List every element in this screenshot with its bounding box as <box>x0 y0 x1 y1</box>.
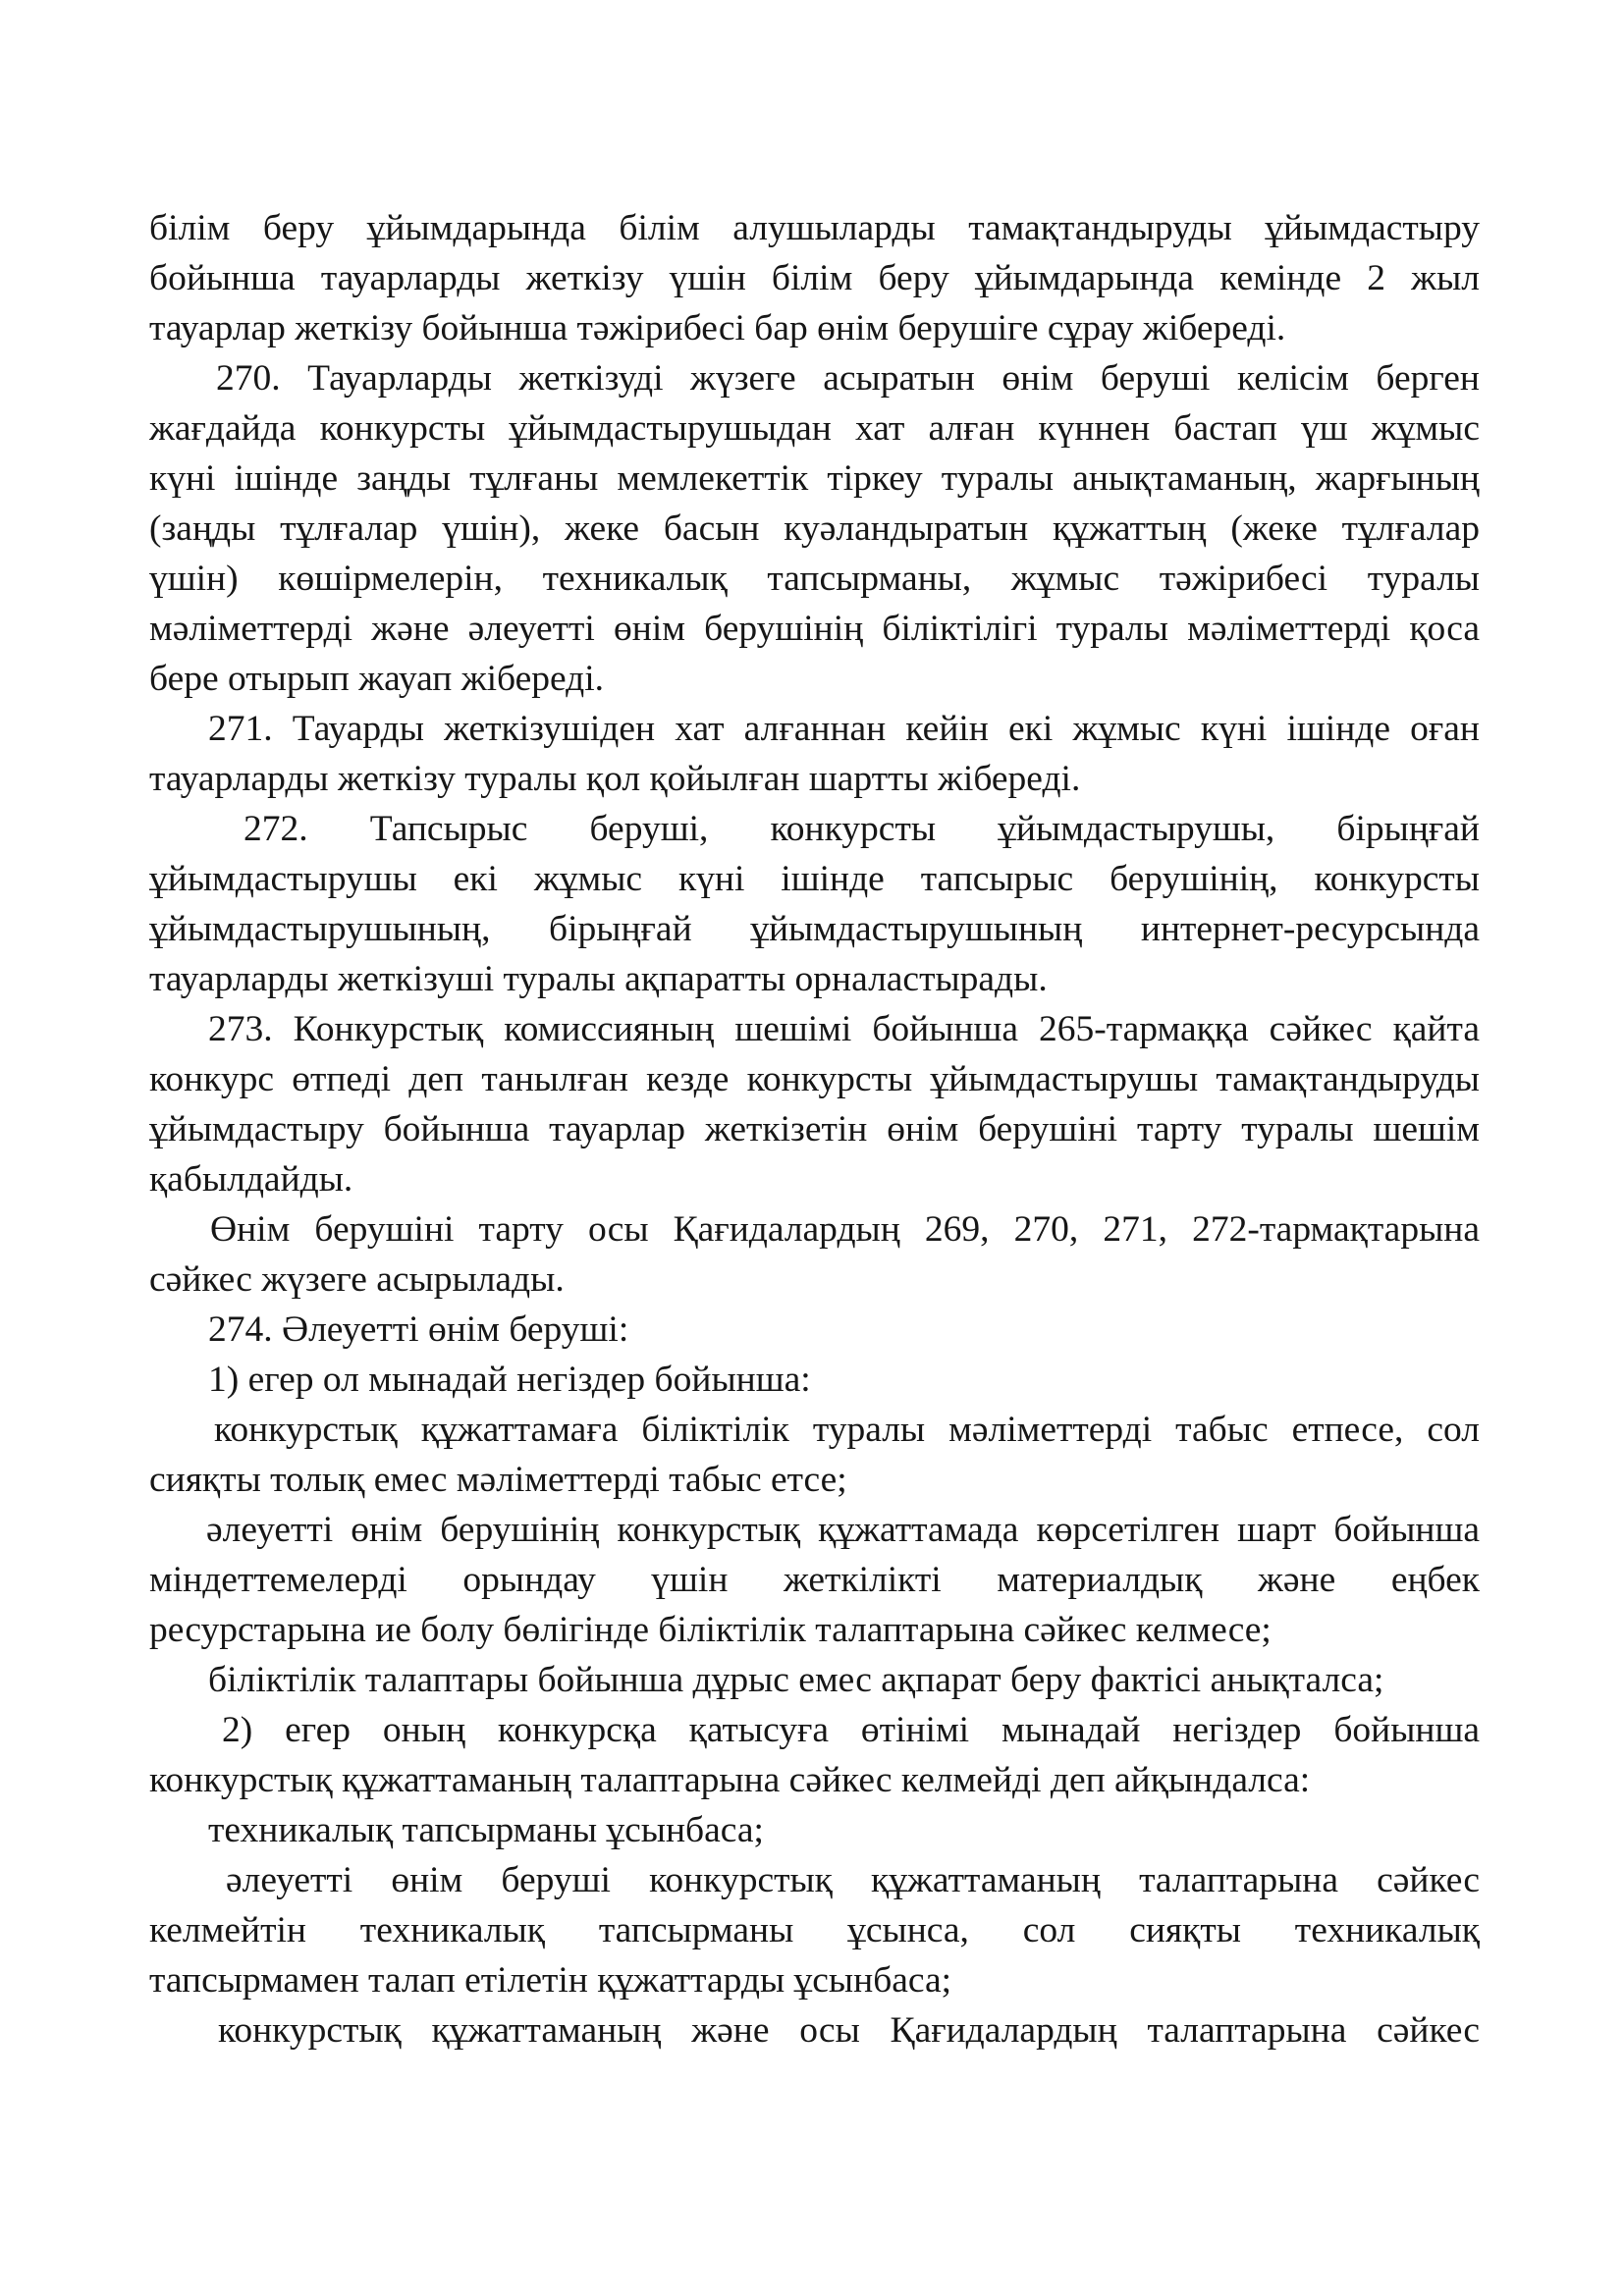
text-line: тауарларды жеткізуші туралы ақпаратты орналастырады. <box>149 959 1048 999</box>
text-line: тауарлар жеткізу бойынша тәжірибесі бар өнім берушіге сұрау жібереді. <box>149 308 1286 348</box>
text-line: конкурс өтпеді деп танылған кезде конкурсты ұйымдастырушы тамақтандыруды <box>149 1059 1480 1099</box>
text-line: міндеттемелерді орындау үшін жеткілікті материалдық және еңбек <box>149 1560 1480 1600</box>
text-line: конкурстық құжаттаманың талаптарына сәйкес келмейді деп айқындалса: <box>149 1760 1311 1800</box>
text-line: жағдайда конкурсты ұйымдастырушыдан хат алған күннен бастап үш жұмыс <box>149 408 1480 449</box>
text-line: техникалық тапсырманы ұсынбаса; <box>208 1810 764 1850</box>
text-line: 270. Тауарларды жеткізуді жүзеге асыратын өнім беруші келісім берген <box>216 358 1480 399</box>
text-line: қабылдайды. <box>149 1159 353 1200</box>
text-line: әлеуетті өнім беруші конкурстық құжаттаманың талаптарына сәйкес <box>226 1860 1480 1900</box>
text-line: 1) егер ол мынадай негіздер бойынша: <box>208 1360 811 1400</box>
text-line: мәліметтерді және әлеуетті өнім берушінің біліктілігі туралы мәліметтерді қоса <box>149 609 1480 649</box>
text-line: 271. Тауарды жеткізушіден хат алғаннан кейін екі жұмыс күні ішінде оған <box>208 709 1480 749</box>
text-line: ұйымдастырушының, бірыңғай ұйымдастырушының интернет-ресурсында <box>149 909 1480 949</box>
text-line: 274. Әлеуетті өнім беруші: <box>208 1309 629 1350</box>
text-line: 2) егер оның конкурсқа қатысуға өтінімі мынадай негіздер бойынша <box>222 1710 1480 1750</box>
text-line: ресурстарына ие болу бөлігінде біліктілік талаптарына сәйкес келмесе; <box>149 1610 1272 1650</box>
text-line: тапсырмамен талап етілетін құжаттарды ұсынбаса; <box>149 1960 952 2001</box>
text-line: сәйкес жүзеге асырылады. <box>149 1259 565 1300</box>
text-line: ұйымдастырушы екі жұмыс күні ішінде тапсырыс берушінің, конкурсты <box>149 859 1480 899</box>
text-line: конкурстық құжаттаманың және осы Қағидалардың талаптарына сәйкес <box>218 2010 1480 2051</box>
text-line: 273. Конкурстық комиссияның шешімі бойынша 265-тармаққа сәйкес қайта <box>208 1009 1480 1049</box>
text-line: әлеуетті өнім берушінің конкурстық құжаттамада көрсетілген шарт бойынша <box>206 1510 1480 1550</box>
text-line: ұйымдастыру бойынша тауарлар жеткізетін өнім берушіні тарту туралы шешім <box>149 1109 1480 1149</box>
text-line: конкурстық құжаттамаға біліктілік туралы мәліметтерді табыс етпесе, сол <box>214 1410 1480 1450</box>
text-line: сияқты толық емес мәліметтерді табыс етсе; <box>149 1460 847 1500</box>
text-line: Өнім берушіні тарту осы Қағидалардың 269, 270, 271, 272-тармақтарына <box>210 1209 1480 1250</box>
text-line: бойынша тауарларды жеткізу үшін білім беру ұйымдарында кемінде 2 жыл <box>149 258 1480 298</box>
text-line: білім беру ұйымдарында білім алушыларды тамақтандыруды ұйымдастыру <box>149 208 1480 248</box>
text-line: үшін) көшірмелерін, техникалық тапсырманы, жұмыс тәжірибесі туралы <box>149 559 1480 599</box>
text-line: тауарларды жеткізу туралы қол қойылған шартты жібереді. <box>149 759 1081 799</box>
text-line: күні ішінде заңды тұлғаны мемлекеттік тіркеу туралы анықтаманың, жарғының <box>149 458 1480 499</box>
text-line: (заңды тұлғалар үшін), жеке басын куәландыратын құжаттың (жеке тұлғалар <box>149 508 1480 549</box>
text-line: келмейтін техникалық тапсырманы ұсынса, сол сияқты техникалық <box>149 1910 1480 1950</box>
text-line: 272. Тапсырыс беруші, конкурсты ұйымдастырушы, бірыңғай <box>244 809 1480 849</box>
text-line: біліктілік талаптары бойынша дұрыс емес ақпарат беру фактісі анықталса; <box>208 1660 1384 1700</box>
text-line: бере отырып жауап жібереді. <box>149 659 605 699</box>
